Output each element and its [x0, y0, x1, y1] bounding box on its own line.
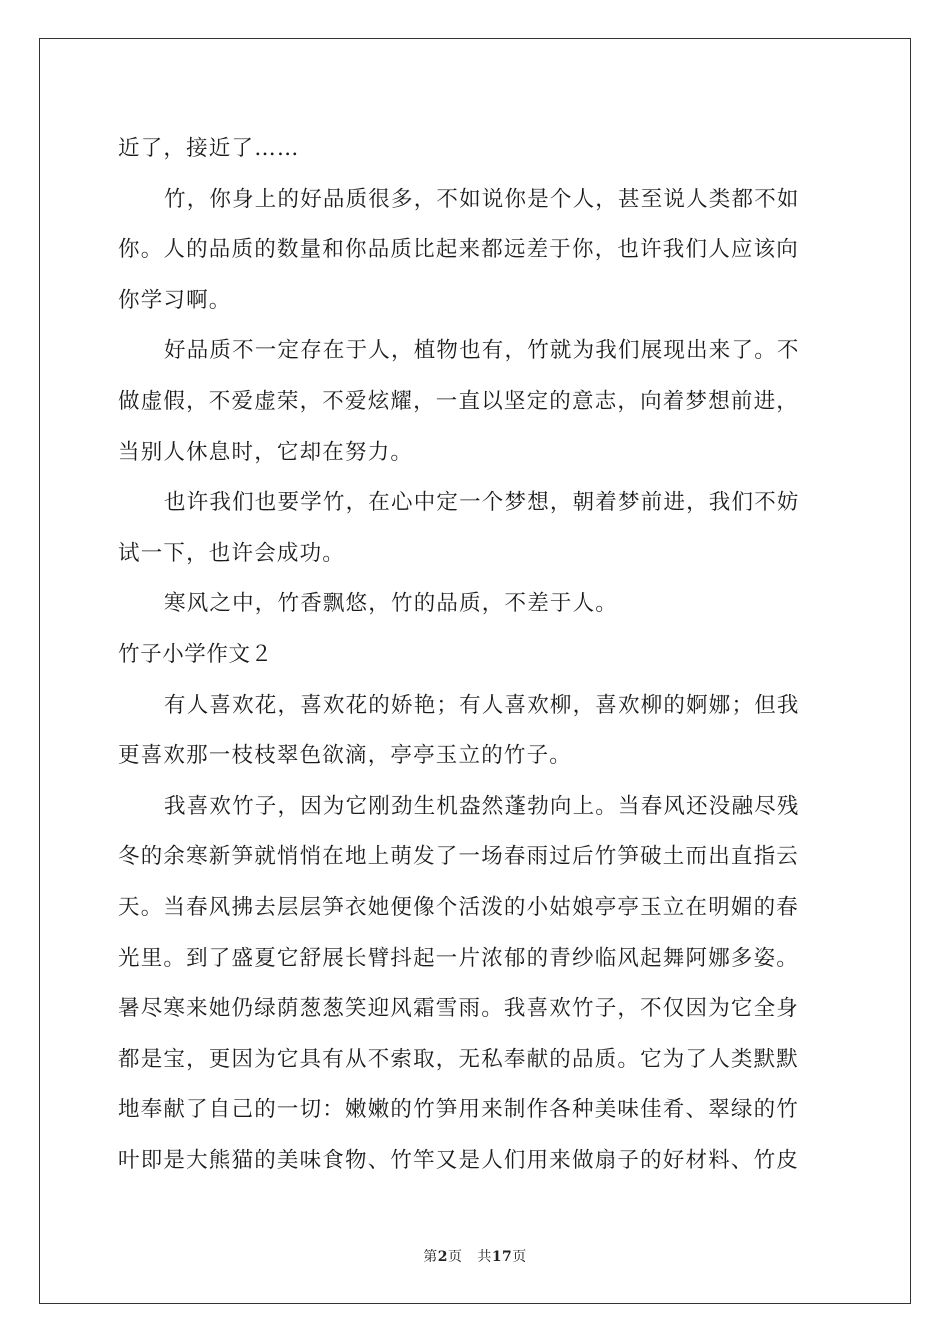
text-line: 当别人休息时，它却在努力。	[118, 439, 414, 465]
text-line: 更喜欢那一枝枝翠色欲滴，亭亭玉立的竹子。	[118, 743, 573, 769]
paragraph-start-line: 寒风之中，竹香飘悠，竹的品质，不差于人。	[164, 591, 619, 617]
document-body	[118, 124, 834, 1186]
text-line: 叶即是大熊猫的美味食物、竹竿又是人们用来做扇子的好材料、竹皮	[118, 1147, 800, 1173]
total-prefix: 共	[477, 1249, 492, 1265]
text-line: 天。当春风拂去层层笋衣她便像个活泼的小姑娘亭亭玉立在明媚的春	[118, 894, 800, 920]
page-footer	[0, 1246, 950, 1266]
total-suffix: 页	[512, 1249, 527, 1265]
text-line: 你。人的品质的数量和你品质比起来都远差于你，也许我们人应该向	[118, 237, 800, 263]
paragraph-start-line: 好品质不一定存在于人，植物也有，竹就为我们展现出来了。不	[164, 338, 800, 364]
page-prefix: 第	[423, 1249, 438, 1265]
paragraph-start-line: 也许我们也要学竹，在心中定一个梦想，朝着梦前进，我们不妨	[164, 490, 800, 516]
text-line: 地奉献了自己的一切：嫩嫩的竹笋用来制作各种美味佳肴、翠绿的竹	[118, 1097, 800, 1123]
total-pages: 17	[491, 1249, 513, 1265]
text-line: 冬的余寒新笋就悄悄在地上萌发了一场春雨过后竹笋破土而出直指云	[118, 844, 800, 870]
page-suffix: 页	[447, 1249, 463, 1265]
text-line: 都是宝，更因为它具有从不索取，无私奉献的品质。它为了人类默默	[118, 1046, 800, 1072]
text-line: 你学习啊。	[118, 287, 232, 313]
page-number: 2	[437, 1249, 448, 1265]
section-heading: 竹子小学作文２	[118, 641, 273, 667]
text-line: 试一下，也许会成功。	[118, 540, 346, 566]
text-line: 光里。到了盛夏它舒展长臂抖起一片浓郁的青纱临风起舞阿娜多姿。	[118, 945, 800, 971]
text-line: 做虚假，不爱虚荣，不爱炫耀，一直以坚定的意志，向着梦想前进，	[118, 388, 800, 414]
text-line: 近了，接近了……	[118, 136, 300, 161]
paragraph-start-line: 有人喜欢花，喜欢花的娇艳；有人喜欢柳，喜欢柳的婀娜；但我	[164, 692, 800, 718]
paragraph-start-line: 我喜欢竹子，因为它刚劲生机盎然蓬勃向上。当春风还没融尽残	[164, 793, 800, 819]
text-line: 暑尽寒来她仍绿荫葱葱笑迎风霜雪雨。我喜欢竹子，不仅因为它全身	[118, 996, 800, 1022]
paragraph-start-line: 竹，你身上的好品质很多，不如说你是个人，甚至说人类都不如	[164, 186, 800, 212]
